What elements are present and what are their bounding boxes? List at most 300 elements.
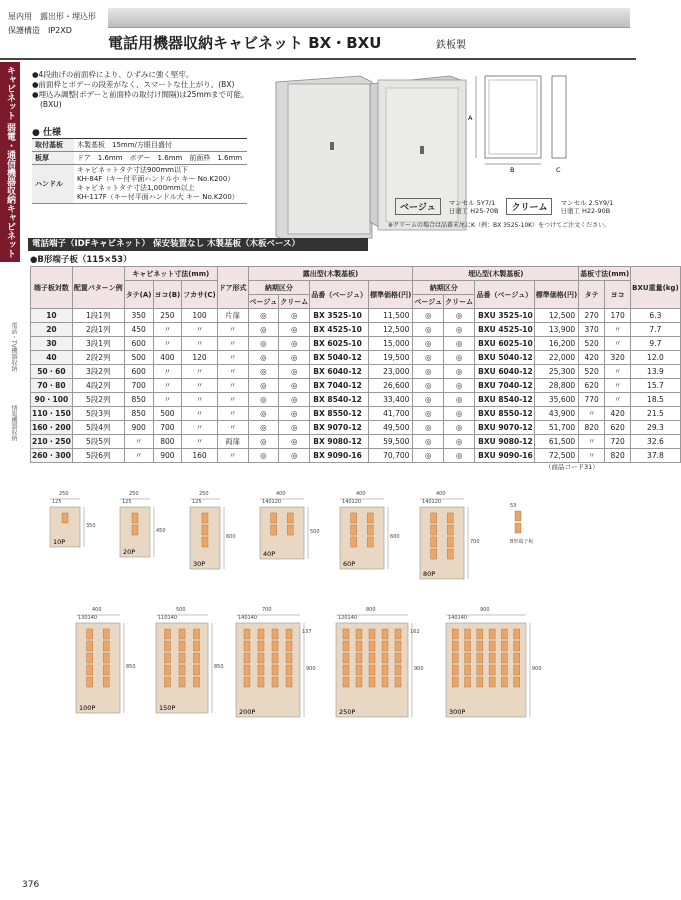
diagram-width: 400 — [356, 491, 366, 497]
terminal-block — [514, 629, 520, 639]
diagram-width: 400 — [436, 491, 446, 497]
table-cell: 3段1列 — [72, 337, 124, 351]
table-cell: BXU 9090-16 — [475, 449, 535, 463]
terminal-block — [395, 641, 401, 651]
table-footnote: （商品コード31） — [545, 463, 599, 471]
terminal-block — [356, 641, 362, 651]
terminal-block — [489, 677, 495, 687]
page-title: 電話用機器収納キャビネット BX・BXU — [108, 34, 382, 52]
table-cell: ◎ — [279, 309, 310, 323]
terminal-block — [382, 653, 388, 663]
table-cell: ◎ — [279, 407, 310, 421]
table-cell: ◎ — [248, 379, 279, 393]
table-cell: ◎ — [413, 435, 444, 449]
spec-key: ハンドル — [32, 165, 74, 204]
table-cell: ◎ — [248, 449, 279, 463]
cream-code-2: 日塗工 H22-90B — [560, 206, 611, 215]
terminal-block — [477, 641, 483, 651]
table-cell: ◎ — [444, 337, 475, 351]
terminal-block — [165, 677, 171, 687]
table-cell: BXU 9070-12 — [475, 421, 535, 435]
table-cell: ◎ — [279, 421, 310, 435]
terminal-block — [132, 525, 138, 535]
table-cell: 26,600 — [368, 379, 412, 393]
terminal-block — [447, 549, 453, 559]
table-cell: 450 — [124, 323, 153, 337]
diagram-sub: 130140 — [78, 615, 98, 621]
table-cell: 〃 — [217, 449, 248, 463]
terminal-legend — [515, 511, 521, 521]
table-cell: ◎ — [279, 393, 310, 407]
table-cell: ◎ — [413, 379, 444, 393]
terminal-block — [258, 677, 264, 687]
col-cream: クリーム — [279, 295, 310, 309]
table-cell: 〃 — [182, 365, 217, 379]
table-cell: 〃 — [182, 323, 217, 337]
diagram-width: 400 — [276, 491, 286, 497]
table-cell: ◎ — [413, 323, 444, 337]
table-cell: 2段1列 — [72, 323, 124, 337]
table-cell: 33,400 — [368, 393, 412, 407]
col-beige: ベージュ — [413, 295, 444, 309]
tag-line-1: 屋内用 露出形・埋込形 — [8, 12, 96, 21]
table-cell: 400 — [153, 351, 182, 365]
table-cell: 420 — [605, 407, 631, 421]
diagram-label: 80P — [423, 570, 436, 578]
terminal-block — [165, 641, 171, 651]
tag-line-2: 保護構造 IP2XD — [8, 26, 72, 35]
terminal-block — [194, 641, 200, 651]
table-cell: 110・150 — [31, 407, 73, 421]
table-cell: 25,300 — [534, 365, 578, 379]
beige-codes — [449, 199, 499, 215]
terminal-block — [244, 677, 250, 687]
terminal-block — [271, 513, 277, 523]
terminal-block — [452, 677, 458, 687]
table-cell: 800 — [153, 435, 182, 449]
terminal-block — [286, 677, 292, 687]
terminal-block — [87, 653, 93, 663]
table-cell: BX 3525-10 — [310, 309, 369, 323]
table-cell: BXU 7040-12 — [475, 379, 535, 393]
diagram-sub: 110140 — [158, 615, 178, 621]
table-cell: ◎ — [248, 365, 279, 379]
terminal-block — [431, 513, 437, 523]
table-cell: 片扉 — [217, 309, 248, 323]
diagram-label: 150P — [159, 704, 176, 712]
sidebar-sub-2: 情報機器収納 — [10, 405, 17, 441]
terminal-block — [452, 653, 458, 663]
table-cell: 〃 — [153, 337, 182, 351]
diagram-label: 100P — [79, 704, 96, 712]
terminal-block — [194, 665, 200, 675]
table-cell: ◎ — [413, 407, 444, 421]
terminal-block — [194, 677, 200, 687]
table-cell: 〃 — [605, 393, 631, 407]
table-cell: 〃 — [182, 379, 217, 393]
terminal-block — [431, 549, 437, 559]
table-cell: 600 — [124, 365, 153, 379]
header-bar — [108, 8, 630, 28]
diagram-height: 350 — [86, 523, 96, 529]
table-cell: ◎ — [248, 323, 279, 337]
terminal-block — [477, 677, 483, 687]
table-cell: 両扉 — [217, 435, 248, 449]
table-cell: ◎ — [279, 351, 310, 365]
table-cell: 18.5 — [631, 393, 680, 407]
terminal-block — [343, 665, 349, 675]
terminal-block — [179, 641, 185, 651]
table-cell: 49,500 — [368, 421, 412, 435]
terminal-block — [431, 537, 437, 547]
terminal-block — [514, 641, 520, 651]
diagram-height: 700 — [470, 539, 480, 545]
terminal-block — [356, 665, 362, 675]
table-cell: 37.8 — [631, 449, 680, 463]
diagram-label: 300P — [449, 708, 466, 716]
terminal-block — [501, 677, 507, 687]
terminal-block — [465, 641, 471, 651]
feature-1: ●4段曲げの前面枠により、ひずみに強く堅牢。 — [32, 70, 194, 79]
col-fuka: フカサ(C) — [182, 281, 217, 309]
dim-a: A — [468, 114, 473, 122]
dim-c: C — [556, 166, 561, 174]
table-cell: 72,500 — [534, 449, 578, 463]
terminal-block — [369, 653, 375, 663]
table-cell: ◎ — [248, 407, 279, 421]
table-cell: BX 9070-12 — [310, 421, 369, 435]
table-cell: 10 — [31, 309, 73, 323]
table-cell: 〃 — [579, 407, 605, 421]
terminal-block — [286, 665, 292, 675]
terminal-block — [351, 525, 357, 535]
table-cell: 500 — [124, 351, 153, 365]
diagram-height: 850 — [126, 664, 136, 670]
table-cell: 50・60 — [31, 365, 73, 379]
table-cell: 〃 — [217, 365, 248, 379]
terminal-block — [465, 665, 471, 675]
table-cell: 170 — [605, 309, 631, 323]
terminal-block — [489, 653, 495, 663]
table-cell: 90・100 — [31, 393, 73, 407]
table-cell: 〃 — [217, 421, 248, 435]
terminal-block — [272, 665, 278, 675]
diagram-sub: 140120 — [422, 499, 442, 505]
table-cell: 〃 — [217, 407, 248, 421]
table-cell: 520 — [579, 365, 605, 379]
table-cell: 820 — [605, 449, 631, 463]
table-cell: 320 — [605, 351, 631, 365]
table-cell: ◎ — [444, 351, 475, 365]
table-row — [31, 407, 681, 421]
terminal-block — [477, 665, 483, 675]
terminal-block — [103, 641, 109, 651]
spec-val: ドア 1.6mm ボデー 1.6mm 前面枠 1.6mm — [74, 152, 247, 165]
table-cell: 〃 — [579, 449, 605, 463]
cream-code-1: マンセル 2.5Y9/1 — [560, 198, 614, 207]
table-cell: BX 5040-12 — [310, 351, 369, 365]
table-cell: 210・250 — [31, 435, 73, 449]
terminal-block — [452, 629, 458, 639]
table-cell: 850 — [124, 393, 153, 407]
table-cell: 32.6 — [631, 435, 680, 449]
terminal-block — [514, 665, 520, 675]
table-cell: 120 — [182, 351, 217, 365]
spec-heading: ● 仕様 — [32, 128, 61, 138]
table-cell: ◎ — [248, 309, 279, 323]
table-row — [31, 337, 681, 351]
side-dim: 162 — [410, 629, 420, 635]
terminal-legend — [515, 523, 521, 533]
feature-3: ●埋込み調整(ボデーと前面枠の取付け間隔)は25mmまで可能。 — [32, 90, 249, 99]
diagram-label: 10P — [53, 538, 66, 546]
terminal-block — [343, 653, 349, 663]
terminal-block — [343, 641, 349, 651]
table-cell: 22,000 — [534, 351, 578, 365]
table-cell: 5段6列 — [72, 449, 124, 463]
diagram-label: 40P — [263, 550, 276, 558]
terminal-block — [501, 653, 507, 663]
table-cell: BX 9080-12 — [310, 435, 369, 449]
table-row — [31, 449, 681, 463]
terminal-block — [272, 677, 278, 687]
table-cell: 160 — [182, 449, 217, 463]
col-byoko: ヨコ — [605, 281, 631, 309]
table-cell: ◎ — [444, 449, 475, 463]
diagram-height: 900 — [306, 666, 316, 672]
diagram-sub: 125 — [192, 499, 202, 505]
table-cell: BXU 9080-12 — [475, 435, 535, 449]
spec-table — [32, 138, 247, 204]
terminal-block — [351, 537, 357, 547]
feature-2: ●前面枠とボデーの段差がなく、スマートな仕上がり。(BX) — [32, 80, 235, 89]
col-class: 納期区分 — [413, 281, 475, 295]
terminal-block — [244, 629, 250, 639]
terminal-block — [369, 665, 375, 675]
table-cell: 11,500 — [368, 309, 412, 323]
terminal-block — [465, 653, 471, 663]
table-row — [31, 365, 681, 379]
terminal-block — [367, 525, 373, 535]
table-cell: ◎ — [413, 309, 444, 323]
material-label: 鉄板製 — [436, 40, 466, 51]
table-cell: ◎ — [444, 435, 475, 449]
table-row — [31, 421, 681, 435]
table-cell: 〃 — [124, 449, 153, 463]
table-cell: 〃 — [605, 323, 631, 337]
terminal-block — [194, 653, 200, 663]
terminal-block — [202, 513, 208, 523]
diagram-label: 20P — [123, 548, 136, 556]
terminal-block — [489, 641, 495, 651]
diagram-label: 250P — [339, 708, 356, 716]
col-class: 納期区分 — [248, 281, 310, 295]
table-cell: 〃 — [217, 323, 248, 337]
table-cell: ◎ — [444, 379, 475, 393]
col-yoko: ヨコ(B) — [153, 281, 182, 309]
terminal-block — [489, 629, 495, 639]
terminal-block — [194, 629, 200, 639]
side-dim: 137 — [302, 629, 312, 635]
terminal-block — [87, 677, 93, 687]
feature-list — [32, 70, 292, 110]
col-pattern: 配置パターン例 — [72, 267, 124, 309]
beige-code-2: 日塗工 H25-70B — [448, 206, 499, 215]
diagram-width: 400 — [92, 607, 102, 613]
table-cell: 70・80 — [31, 379, 73, 393]
table-cell: 9.7 — [631, 337, 680, 351]
table-cell: 12,500 — [534, 309, 578, 323]
feature-3-cont: (BXU) — [40, 100, 62, 109]
table-cell: BXU 6025-10 — [475, 337, 535, 351]
table-row — [31, 435, 681, 449]
table-cell: 12.0 — [631, 351, 680, 365]
terminal-block — [382, 665, 388, 675]
spec-val: 木製基板 15mm/方眼目盛付 — [74, 139, 247, 152]
table-cell: 59,500 — [368, 435, 412, 449]
terminal-block — [465, 677, 471, 687]
terminal-block — [258, 629, 264, 639]
table-cell: ◎ — [279, 323, 310, 337]
table-cell: 29.3 — [631, 421, 680, 435]
beige-swatch: ベージュ — [395, 198, 441, 215]
table-cell: ◎ — [444, 323, 475, 337]
terminal-block — [514, 653, 520, 663]
terminal-block — [103, 629, 109, 639]
table-cell: 〃 — [182, 337, 217, 351]
table-cell: ◎ — [413, 365, 444, 379]
table-row — [31, 309, 681, 323]
terminal-block — [343, 677, 349, 687]
col-price: 標準価格(円) — [534, 281, 578, 309]
table-cell: 13,900 — [534, 323, 578, 337]
terminal-block — [179, 653, 185, 663]
terminal-block — [501, 629, 507, 639]
table-cell: 350 — [124, 309, 153, 323]
table-cell: ◎ — [413, 449, 444, 463]
diagram-label: 30P — [193, 560, 206, 568]
table-cell: 5段2列 — [72, 393, 124, 407]
terminal-block — [351, 513, 357, 523]
table-cell: BXU 4525-10 — [475, 323, 535, 337]
table-cell: ◎ — [279, 449, 310, 463]
spec-val: キャビネットタテ寸法900mm以下 KH-84F（キー付平面ハンドル小 キー No.K200） キャビネットタテ寸法1,000mm以上 KH-117F（キー付平面ハンドル大 キー No.K200） — [74, 165, 247, 204]
table-cell: ◎ — [279, 337, 310, 351]
color-note: ※クリームの場合は品番末尾にK（例：BX 3525-10K）をつけてご注文ください。 — [388, 222, 611, 229]
diagram-width: 700 — [262, 607, 272, 613]
dimension-drawing — [468, 76, 566, 174]
terminal-block — [286, 641, 292, 651]
table-cell: 16,200 — [534, 337, 578, 351]
diagram-label: 200P — [239, 708, 256, 716]
col-tate: タテ(A) — [124, 281, 153, 309]
diagram-width: 250 — [59, 491, 69, 497]
cabinet-bx-image — [276, 76, 372, 242]
table-cell: 70,700 — [368, 449, 412, 463]
terminal-block — [165, 665, 171, 675]
diagram-sub: 125 — [122, 499, 132, 505]
table-cell: 41,700 — [368, 407, 412, 421]
table-cell: 〃 — [182, 393, 217, 407]
table-cell: 〃 — [153, 393, 182, 407]
table-cell: 770 — [579, 393, 605, 407]
terminal-block — [258, 653, 264, 663]
table-cell: 700 — [153, 421, 182, 435]
spec-key: 板厚 — [32, 152, 74, 165]
table-cell: 13.9 — [631, 365, 680, 379]
table-cell: 30 — [31, 337, 73, 351]
col-weight: BXU重量(kg) — [631, 267, 680, 309]
page-number: 376 — [22, 880, 40, 890]
terminal-block — [452, 641, 458, 651]
table-cell: ◎ — [279, 435, 310, 449]
terminal-block — [103, 665, 109, 675]
table-cell: 〃 — [153, 323, 182, 337]
terminal-block — [356, 677, 362, 687]
header-divider — [0, 58, 636, 60]
table-cell: 700 — [124, 379, 153, 393]
table-cell: 〃 — [124, 435, 153, 449]
terminal-block — [244, 653, 250, 663]
diagram-sub: 140120 — [342, 499, 362, 505]
table-cell: 500 — [153, 407, 182, 421]
table-cell: 61,500 — [534, 435, 578, 449]
table-cell: 23,000 — [368, 365, 412, 379]
board-panel — [420, 507, 464, 579]
table-cell: 260・300 — [31, 449, 73, 463]
terminal-block — [501, 665, 507, 675]
table-cell: 620 — [605, 421, 631, 435]
dim-b: B — [510, 166, 515, 174]
table-cell: 370 — [579, 323, 605, 337]
col-price: 標準価格(円) — [368, 281, 412, 309]
terminal-block — [103, 677, 109, 687]
col-count: 端子板対数 — [31, 267, 73, 309]
table-row — [31, 393, 681, 407]
table-cell: ◎ — [413, 351, 444, 365]
table-cell: BX 8540-12 — [310, 393, 369, 407]
table-cell: ◎ — [248, 435, 279, 449]
diagram-width: 500 — [176, 607, 186, 613]
beige-code-1: マンセル 5Y7/1 — [448, 198, 496, 207]
terminal-block — [62, 513, 68, 523]
terminal-block — [87, 665, 93, 675]
table-cell: ◎ — [444, 393, 475, 407]
table-cell: ◎ — [279, 365, 310, 379]
terminal-block — [356, 629, 362, 639]
color-options — [395, 198, 613, 215]
terminal-block — [369, 629, 375, 639]
table-cell: ◎ — [279, 379, 310, 393]
terminal-block — [356, 653, 362, 663]
table-cell: BXU 3525-10 — [475, 309, 535, 323]
diagram-sub: 120140 — [338, 615, 358, 621]
table-cell: BX 7040-12 — [310, 379, 369, 393]
section-sub: ●B形端子板（115×53） — [30, 255, 132, 265]
sidebar-sub-1: 電話・TV機器収納 — [10, 322, 17, 372]
terminal-block — [367, 537, 373, 547]
table-cell: 〃 — [182, 421, 217, 435]
table-cell: 12,500 — [368, 323, 412, 337]
table-cell: 19,500 — [368, 351, 412, 365]
table-cell: 160・200 — [31, 421, 73, 435]
table-cell: ◎ — [444, 365, 475, 379]
table-body — [31, 309, 681, 463]
terminal-block — [87, 629, 93, 639]
table-cell: BX 8550-12 — [310, 407, 369, 421]
table-cell: 420 — [579, 351, 605, 365]
table-cell: 35,600 — [534, 393, 578, 407]
